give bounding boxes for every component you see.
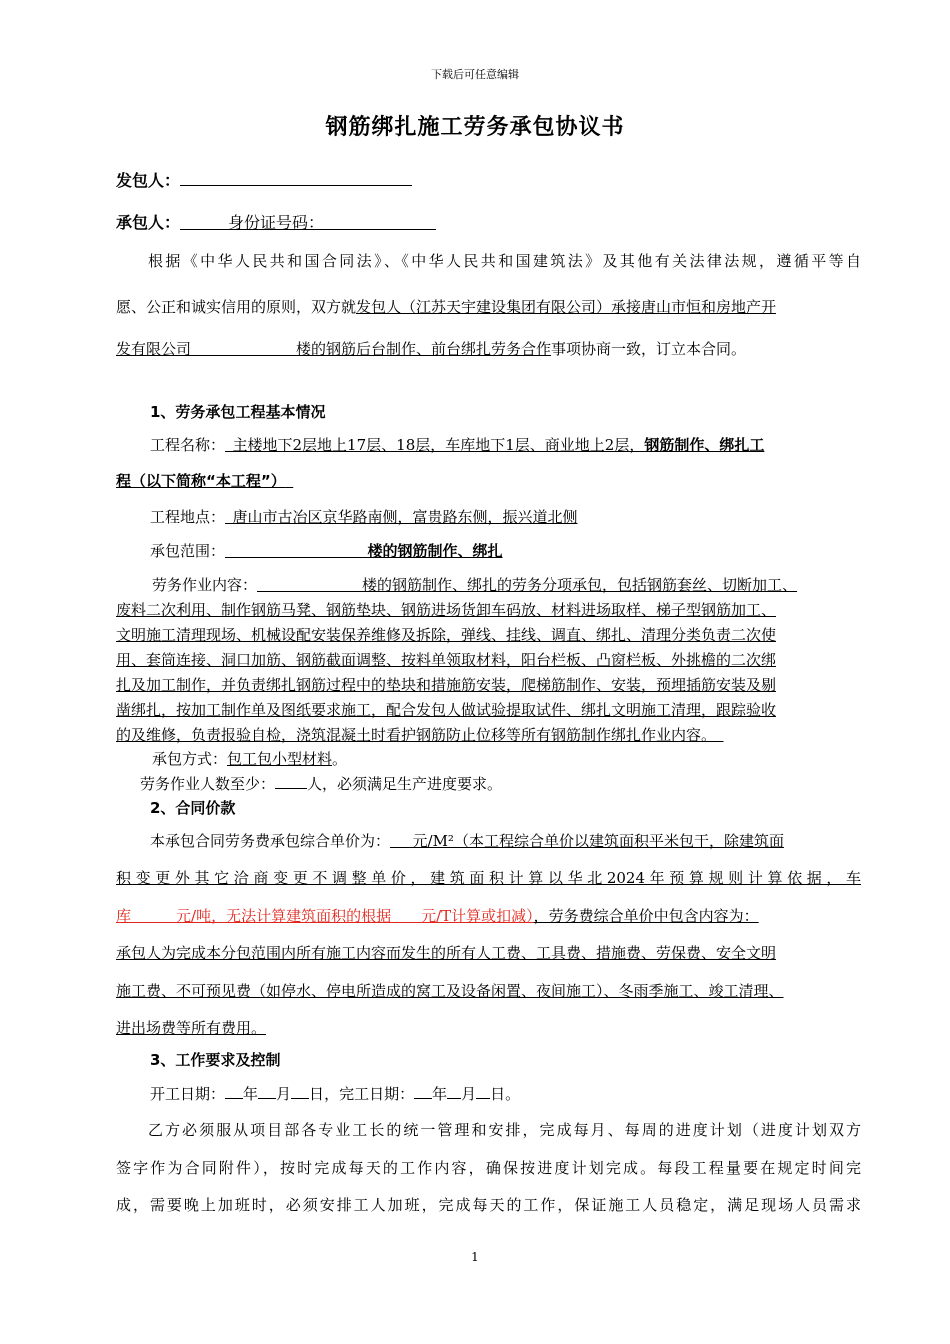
workers-blank: [275, 773, 307, 789]
work-content-line-6: 凿绑扎，按加工制作单及图纸要求施工，配合发包人做试验提取试件、绑扎文明施工清理，跟踪验收: [116, 701, 777, 719]
intro-line-1: 根据《中华人民共和国合同法》、《中华人民共和国建筑法》及其他有关法律法规，遵循平等自: [148, 252, 861, 270]
intro-line-3: 发有限公司 楼的钢筋后台制作、前台绑扎劳务合作事项协商一致，订立本合同。: [116, 340, 747, 358]
header-note: 下载后可任意编辑: [431, 68, 519, 81]
work-content-line-3: 文明施工清理现场、机械设配安装保养维修及拆除，弹线、挂线、调直、绑扎、清理分类负责二次使: [116, 626, 777, 644]
location-value: 唐山市古冶区京华路南侧，富贵路东侧，振兴道北侧: [232, 508, 578, 526]
section1-heading: 1、劳务承包工程基本情况: [150, 403, 326, 421]
project-name-line: 工程名称： 主楼地下2层地上17层、18层，车库地下1层、商业地上2层，钢筋制作、绑扎工: [150, 436, 765, 454]
unit-price-value: 元/M²（本工程综合单价以建筑面积平米包干，除建筑面: [412, 832, 784, 850]
work-content-line-5: 扎及加工制作，并负责绑扎钢筋过程中的垫块和措施筋安装，爬梯筋制作、安装，预埋插筋安装及剔: [116, 676, 777, 694]
section2-heading: 2、合同价款: [150, 799, 236, 817]
contractor-label: 承包人：: [116, 213, 181, 232]
price-line-3: 库 元/吨，无法计算建筑面积的根据 元/T计算或扣减），劳务费综合单价中包含内容为：: [116, 907, 759, 925]
project-name-value: 主楼地下2层地上17层、18层，车库地下1层、商业地上2层，: [232, 436, 645, 454]
work-content-line-4: 用、套筒连接、洞口加筋、钢筋截面调整、按料单领取材料，阳台栏板、凸窗栏板、外挑檐的二次绑: [116, 651, 777, 669]
contractor-line: [116, 210, 436, 233]
workers-line: 劳务作业人数至少： 人，必须满足生产进度要求。: [140, 775, 503, 793]
employer-line: [116, 168, 412, 191]
price-line-4: 承包人为完成本分包范围内所有施工内容而发生的所有人工费、工具费、措施费、劳保费、安全文明: [116, 944, 777, 962]
section3-heading: 3、工作要求及控制: [150, 1051, 281, 1069]
price-line-1: 本承包合同劳务费承包综合单价为： 元/M²（本工程综合单价以建筑面积平米包干，除建筑面: [150, 832, 784, 850]
method-value: 包工包小型材料: [227, 750, 333, 768]
dates-line: 开工日期： 年 月 日，完工日期： 年 月 日。: [150, 1085, 521, 1103]
requirements-line-1: 乙方必须服从项目部各专业工长的统一管理和安排，完成每月、每周的进度计划（进度计划双方: [148, 1121, 861, 1139]
method-line: 承包方式：包工包小型材料。: [152, 750, 348, 768]
page-number: 1: [471, 1250, 479, 1264]
garage-price-red: 库 元/吨，无法计算建筑面积的根据 元/T计算或扣减）: [116, 907, 534, 925]
employer-blank: [180, 170, 412, 186]
location-line: 工程地点： 唐山市古冶区京华路南侧，富贵路东侧，振兴道北侧: [150, 508, 578, 526]
project-name-line-2: 程（以下简称“本工程”）: [116, 472, 286, 490]
price-line-6: 进出场费等所有费用。: [116, 1019, 267, 1037]
requirements-line-2: 签字作为合同附件），按时完成每天的工作内容，确保按进度计划完成。每段工程量要在规定时间完: [116, 1159, 861, 1177]
price-line-2: 积变更外其它洽商变更不调整单价，建筑面积计算以华北2024年预算规则计算依据，车: [116, 869, 861, 887]
developer-name-underlined: 发有限公司 楼的钢筋后台制作、前台绑扎劳务合作: [116, 340, 552, 358]
work-content-line-7: 的及维修，负责报验自检，浇筑混凝土时看护钢筋防止位移等所有钢筋制作绑扎作业内容。: [116, 726, 717, 744]
document-title: 钢筋绑扎施工劳务承包协议书: [325, 115, 625, 140]
price-line-5: 施工费、不可预见费（如停水、停电所造成的窝工及设备闲置、夜间施工）、冬雨季施工、竣工清理、: [116, 982, 784, 1000]
employer-label: 发包人：: [116, 171, 181, 190]
requirements-line-3: 成，需要晚上加班时，必须安排工人加班，完成每天的工作，保证施工人员稳定，满足现场人员需求: [116, 1196, 861, 1214]
contractor-id-field: [180, 213, 436, 232]
work-content-line-1: 劳务作业内容： 楼的钢筋制作、绑扎的劳务分项承包，包括钢筋套丝、切断加工、: [152, 576, 798, 594]
work-content-line-2: 废料二次利用、制作钢筋马凳、钢筋垫块、钢筋进场货卸车码放、材料进场取样、梯子型钢筋加工、: [116, 601, 777, 619]
id-label: 身份证号码：: [228, 213, 325, 232]
intro-line-2: 愿、公正和诚实信用的原则，双方就发包人（江苏天宇建设集团有限公司）承接唐山市恒和房地产开: [116, 298, 777, 316]
project-name-bold: 钢筋制作、绑扎工: [644, 436, 765, 454]
scope-line: 承包范围： 楼的钢筋制作、绑扎: [150, 542, 503, 560]
employer-name-underlined: 发包人（江苏天宇建设集团有限公司）承接唐山市恒和房地产开: [356, 298, 777, 316]
scope-value: 楼的钢筋制作、绑扎: [367, 542, 503, 560]
